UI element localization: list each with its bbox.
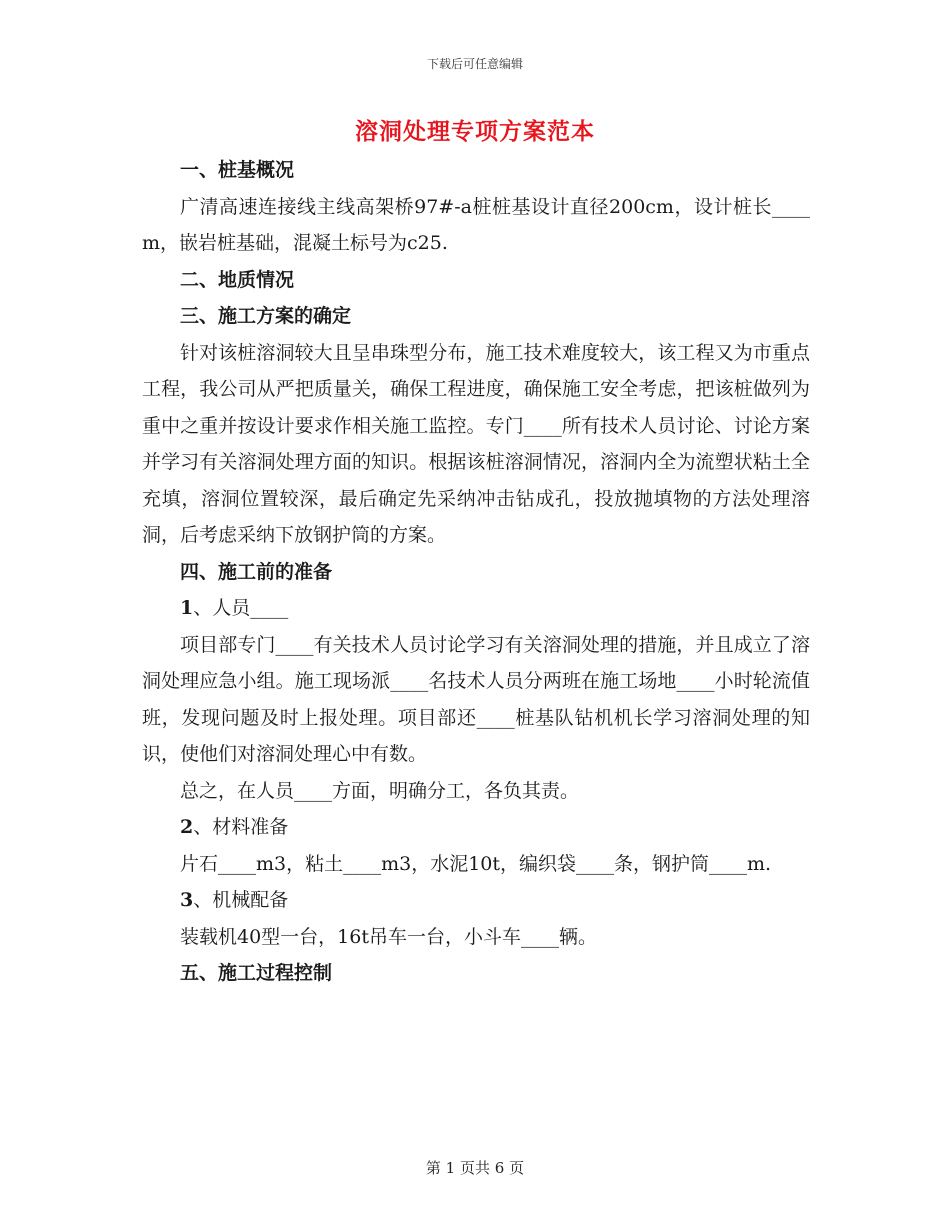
paragraph-machinery: 装载机40型一台，16t吊车一台，小斗车____辆。 (180, 925, 597, 948)
subheading-personnel (142, 590, 810, 627)
document-body (142, 152, 810, 992)
subheading-number: 3 (180, 889, 194, 911)
subheading-machinery (142, 882, 810, 919)
section-heading-4: 四、施工前的准备 (180, 560, 333, 583)
paragraph-construction-plan: 针对该桩溶洞较大且呈串珠型分布，施工技术难度较大，该工程又为市重点工程，我公司从严把质量关，确保工程进度，确保施工安全考虑，把该桩做列为重中之重并按设计要求作相关施工监控。专门____所有技术人员讨论、讨论方案并学习有关溶洞处理方面的知识。根据该桩溶洞情况，溶洞内全为流塑状粘土全充填，溶洞位置较深，最后确定先采纳冲击钻成孔，投放抛填物的方法处理溶洞，后考虑采纳下放钢护筒的方案。 (142, 341, 810, 546)
subheading-label: 、人员____ (193, 597, 289, 619)
subheading-materials (142, 809, 810, 846)
section-heading-2: 二、地质情况 (180, 268, 295, 291)
section-heading-1: 一、桩基概况 (180, 159, 295, 181)
subheading-label: 、材料准备 (193, 816, 289, 838)
section-heading-5: 五、施工过程控制 (180, 962, 333, 984)
document-title: 溶洞处理专项方案范本 (355, 118, 595, 145)
page-footer: 第 1 页共 6 页 (425, 1159, 525, 1177)
subheading-number: 1 (180, 597, 194, 619)
paragraph-materials: 片石____m3，粘土____m3，水泥10t，编织袋____条，钢护筒____m. (180, 852, 772, 875)
subheading-label: 、机械配备 (193, 889, 289, 911)
paragraph-personnel-summary: 总之，在人员____方面，明确分工，各负其责。 (180, 779, 580, 802)
page-header: 下载后可任意编辑 (426, 57, 523, 71)
section-heading-3: 三、施工方案的确定 (180, 305, 352, 327)
subheading-number: 2 (180, 816, 194, 838)
paragraph-pile-overview: 广清高速连接线主线高架桥97#-a桩桩基设计直径200cm，设计桩长____m，嵌岩桩基础，混凝土标号为c25. (142, 195, 810, 254)
paragraph-personnel: 项目部专门____有关技术人员讨论学习有关溶洞处理的措施，并且成立了溶洞处理应急小组。施工现场派____名技术人员分两班在施工场地____小时轮流值班，发现问题及时上报处理。项目部还____桩基队钻机机长学习溶洞处理的知识，使他们对溶洞处理心中有数。 (142, 633, 810, 765)
